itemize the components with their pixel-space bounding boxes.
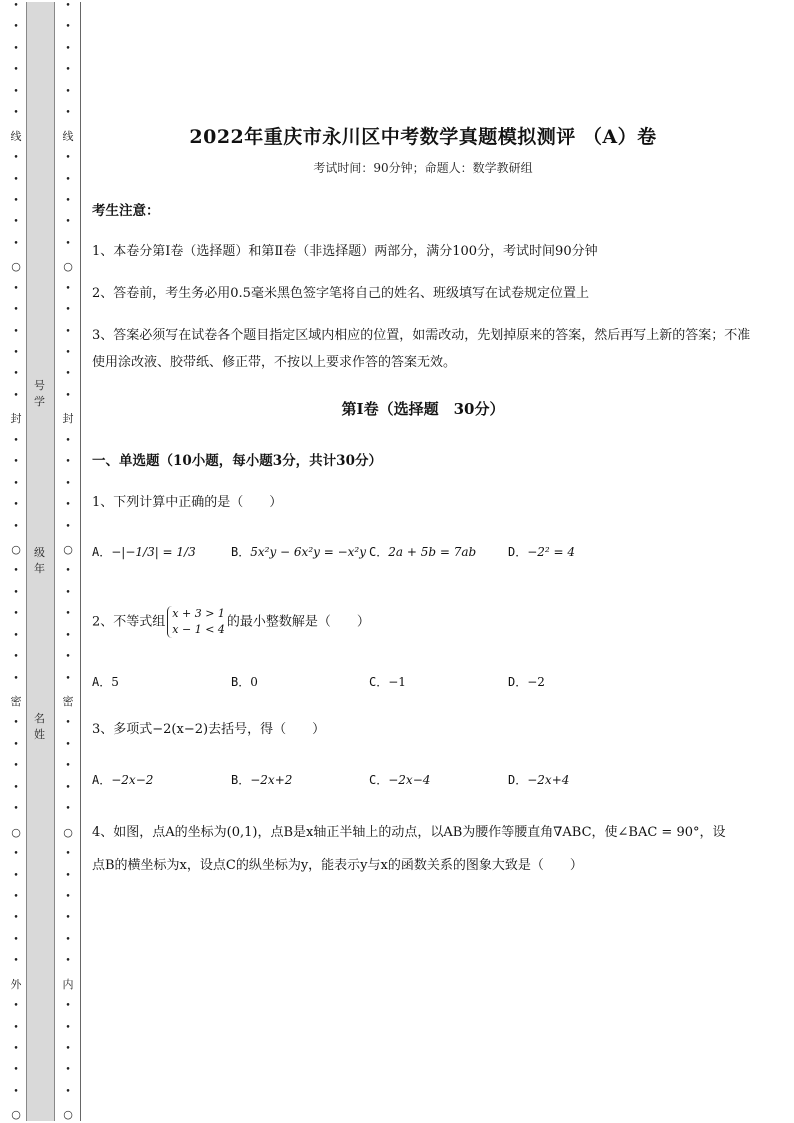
option-d[interactable]: D．−2: [508, 675, 545, 689]
seal-dot: •: [65, 348, 71, 358]
seal-dot: •: [65, 478, 71, 489]
seal-dot: •: [65, 86, 71, 97]
question-1-stem: 1、下列计算中正确的是（ ）: [92, 495, 283, 510]
seal-dot: •: [65, 891, 71, 902]
seal-dot: •: [13, 108, 19, 119]
seal-char: 密: [62, 695, 74, 708]
seal-dot: •: [13, 283, 19, 294]
seal-dot: •: [13, 1001, 19, 1012]
seal-dot: •: [65, 326, 71, 337]
seal-dot: •: [13, 390, 19, 401]
question-2-options: [92, 669, 732, 695]
seal-dot: •: [65, 217, 71, 228]
seal-dot: •: [65, 1044, 71, 1054]
seal-dot: •: [65, 195, 71, 206]
seal-dot: •: [13, 65, 19, 76]
seal-circle: ○: [11, 260, 21, 274]
inner-seal-line: [62, 2, 74, 1121]
question-4-stem: 4、如图，点A的坐标为(0,1)，点B是x轴正半轴上的动点，以AB为腰作等腰直角∇ABC，使∠BAC = 90°，设点B的横坐标为x，设点C的纵坐标为y，能表示y与x的函数关系的图象大致是（ ）: [92, 825, 726, 873]
seal-dot: •: [13, 782, 19, 793]
option-b[interactable]: B．−2x+2: [231, 773, 293, 787]
section-title: 第I卷（选择题 30分）: [341, 400, 505, 418]
seal-dot: •: [65, 870, 71, 881]
seal-dot: •: [13, 891, 19, 902]
question-1-options: [92, 539, 732, 565]
seal-dot: •: [13, 1065, 19, 1076]
seal-dot: •: [13, 305, 19, 316]
seal-dot: •: [65, 305, 71, 316]
exam-title: 2022年重庆市永川区中考数学真题模拟测评 （A）卷: [189, 126, 657, 148]
seal-dot: •: [65, 108, 71, 119]
seal-dot: •: [13, 1022, 19, 1033]
seal-dot: •: [65, 849, 71, 860]
seal-circle: ○: [11, 1108, 21, 1122]
option-c[interactable]: C．−2x−4: [369, 773, 431, 787]
seal-dot: •: [65, 587, 71, 598]
seal-circle: ○: [63, 825, 73, 839]
option-d[interactable]: D．−2x+4: [508, 773, 570, 787]
seal-dot: •: [13, 348, 19, 358]
seal-dot: •: [65, 761, 71, 772]
seal-dot: •: [65, 913, 71, 924]
seal-dot: •: [13, 86, 19, 97]
seal-char: 线: [10, 129, 22, 143]
seal-dot: •: [13, 913, 19, 924]
option-c[interactable]: C．2a + 5b = 7ab: [369, 545, 477, 559]
seal-dot: •: [13, 1044, 19, 1054]
seal-dot: •: [65, 630, 71, 641]
seal-dot: •: [13, 153, 19, 164]
seal-dot: •: [65, 521, 71, 532]
option-a[interactable]: A．−|−1/3| = 1/3: [92, 545, 196, 559]
seal-circle: ○: [63, 542, 73, 556]
seal-char: 封: [62, 412, 74, 426]
seal-dot: •: [13, 566, 19, 577]
seal-dot: •: [65, 609, 71, 620]
notice-title: 考生注意：: [92, 203, 160, 219]
seal-dot: •: [65, 369, 71, 380]
notice-item: 2、答卷前，考生务必用0.5毫米黑色签字笔将自己的姓名、班级填写在试卷规定位置上: [92, 286, 589, 301]
seal-dot: •: [13, 849, 19, 860]
seal-dot: •: [65, 673, 71, 684]
seal-dot: •: [65, 782, 71, 793]
seal-dot: •: [65, 65, 71, 76]
seal-dot: •: [65, 238, 71, 249]
seal-dot: •: [13, 870, 19, 881]
seal-dot: •: [13, 326, 19, 337]
seal-dot: •: [13, 22, 19, 33]
seal-dot: •: [65, 43, 71, 54]
seal-dot: •: [13, 956, 19, 967]
seal-dot: •: [13, 195, 19, 206]
seal-dot: •: [65, 718, 71, 729]
seal-dot: •: [65, 1022, 71, 1033]
seal-circle: ○: [11, 825, 21, 839]
seal-char: 外: [10, 977, 22, 991]
seal-dot: •: [13, 761, 19, 772]
seal-dot: •: [13, 652, 19, 663]
option-b[interactable]: B．5x²y − 6x²y = −x²y: [231, 545, 366, 559]
seal-dot: •: [65, 1065, 71, 1076]
seal-dot: •: [13, 718, 19, 729]
seal-dot: •: [13, 804, 19, 815]
seal-dot: •: [13, 435, 19, 446]
seal-dot: •: [13, 369, 19, 380]
seal-dot: •: [13, 238, 19, 249]
seal-circle: ○: [63, 260, 73, 274]
seal-dot: •: [13, 1, 19, 11]
seal-dot: •: [65, 566, 71, 577]
seal-dot: •: [65, 1001, 71, 1012]
outer-seal-line: [10, 2, 22, 1121]
name-label: 名 姓: [34, 712, 45, 741]
seal-dot: •: [13, 673, 19, 684]
seal-dot: •: [13, 174, 19, 185]
seal-dot: •: [65, 956, 71, 967]
seal-char: 线: [62, 129, 74, 143]
seal-dot: •: [13, 609, 19, 620]
seal-dot: •: [13, 500, 19, 511]
seal-dot: •: [13, 217, 19, 228]
seal-dot: •: [65, 22, 71, 33]
seal-char: 封: [10, 412, 22, 426]
seal-char: 内: [62, 977, 74, 991]
seal-dot: •: [65, 1086, 71, 1097]
question-3-options: [92, 767, 732, 793]
seal-dot: •: [65, 283, 71, 294]
option-a[interactable]: A．5: [92, 675, 119, 689]
seal-dot: •: [65, 739, 71, 750]
seal-dot: •: [65, 500, 71, 511]
option-b[interactable]: B．0: [231, 675, 258, 689]
seal-dot: •: [65, 934, 71, 945]
inner-margin-line: [80, 2, 81, 1121]
seal-dot: •: [65, 153, 71, 164]
option-a[interactable]: A．−2x−2: [92, 773, 154, 787]
seal-dot: •: [13, 1086, 19, 1097]
seal-dot: •: [13, 43, 19, 54]
question-3-stem: 3、多项式−2(x−2)去括号，得（ ）: [92, 722, 326, 737]
seal-dot: •: [13, 478, 19, 489]
inequality-system: x + 3 > 1 x − 1 < 4: [167, 606, 225, 638]
question-2-stem: 2、不等式组 x + 3 > 1 x − 1 < 4 的最小整数解是（ ）: [92, 607, 370, 636]
exam-subtitle: 考试时间：90分钟；命题人：数学教研组: [313, 161, 533, 175]
part-title: 一、单选题（10小题，每小题3分，共计30分）: [92, 453, 382, 469]
option-d[interactable]: D．−2² = 4: [508, 545, 576, 559]
seal-dot: •: [13, 934, 19, 945]
seal-circle: ○: [63, 1108, 73, 1122]
seal-dot: •: [65, 1, 71, 11]
seal-dot: •: [65, 174, 71, 185]
seal-dot: •: [65, 435, 71, 446]
seal-dot: •: [65, 804, 71, 815]
student-number-label: 号 学: [34, 379, 45, 408]
seal-char: 密: [10, 695, 22, 708]
seal-dot: •: [13, 739, 19, 750]
option-c[interactable]: C．−1: [369, 675, 406, 689]
class-label: 级 年: [34, 546, 45, 575]
notice-item: 3、答案必须写在试卷各个题目指定区域内相应的位置，如需改动，先划掉原来的答案，然后再写上新的答案；不准使用涂改液、胶带纸、修正带，不按以上要求作答的答案无效。: [92, 328, 751, 370]
notice-item: 1、本卷分第I卷（选择题）和第Ⅱ卷（非选择题）两部分，满分100分，考试时间90分钟: [92, 244, 598, 259]
seal-dot: •: [65, 390, 71, 401]
seal-dot: •: [13, 457, 19, 468]
seal-dot: •: [13, 521, 19, 532]
seal-dot: •: [13, 587, 19, 598]
seal-dot: •: [65, 457, 71, 468]
seal-dot: •: [65, 652, 71, 663]
seal-dot: •: [13, 630, 19, 641]
seal-circle: ○: [11, 542, 21, 556]
